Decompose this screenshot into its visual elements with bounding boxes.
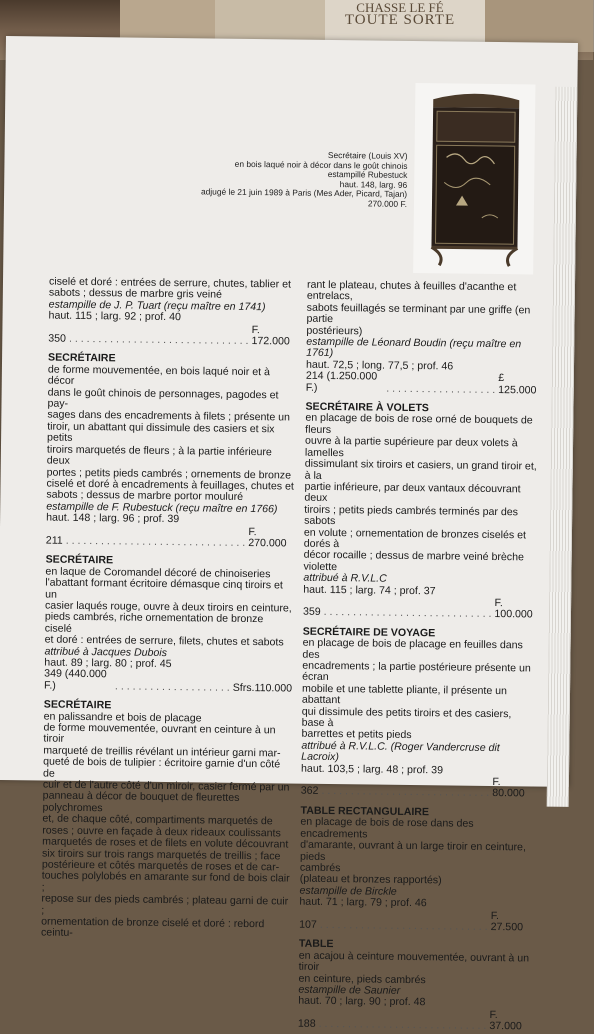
entry-line: en placage de bois de rose orné de bouquets de fleurs — [305, 412, 533, 436]
caption-line: estampillé Rubestuck — [327, 169, 408, 181]
entry-stamp: estampille de Saunier — [298, 983, 401, 997]
entry-line: l'abattant formant écritoire démasque cinq tiroirs et un — [45, 576, 283, 601]
entry-line: de forme mouvementée, ouvrant en ceinture à un tiroir — [43, 721, 276, 746]
spine-line: CHASSE LE FÉ — [356, 0, 444, 15]
entry-line: partie inférieure, par deux vantaux découvrant deux — [304, 480, 521, 505]
entry-line: mobile et une tablette pliante, il présente un abattant — [301, 682, 508, 707]
catalog-entry — [299, 806, 536, 934]
entry-stamp: estampille de J. P. Tuart (reçu maître en 1741) — [48, 298, 266, 314]
lot-number: 107 — [299, 918, 317, 931]
entry-line: touches polylobés en amarante sur fond de bois clair ; — [41, 869, 290, 894]
entry-line: en ceinture, pieds cambrés — [298, 972, 426, 986]
entry-line: queté de bois de tulipier : écritoire garnie d'un côté de — [42, 755, 281, 780]
price: £ 125.000 — [498, 372, 537, 397]
entry-line: tiroirs marquetés de fleurs ; à la partie inférieure deux — [46, 443, 272, 467]
secretaire-photo — [413, 83, 535, 274]
entry-line: et doré : entrées de serrure, filets, chutes et sabots — [44, 633, 284, 649]
entry-line: six tiroirs sur trois rangs marquetés de treillis ; face — [41, 847, 281, 862]
entry-line: pieds cambrés, riche ornementation de bronze ciselé — [44, 610, 264, 635]
price: F. 80.000 — [492, 776, 525, 800]
entry-price-row — [303, 596, 538, 622]
entry-line: casier laqués rouge, ouvre à deux tiroirs en ceinture, — [44, 599, 292, 615]
entry-line: postérieurs) — [306, 324, 363, 338]
entry-line: dissimulant six tiroirs et casiers, un grand tiroir et, à la — [304, 457, 537, 482]
catalog-entry — [298, 939, 534, 1033]
entry-title: SECRÉTAIRE — [45, 553, 114, 567]
lot-number: 349 (440.000 F.) — [43, 667, 107, 692]
entry-line: portes ; petits pieds cambrés ; ornements de bronze — [46, 466, 292, 482]
lot-number: 188 — [297, 1017, 316, 1031]
entry-title: SECRÉTAIRE — [43, 698, 112, 712]
right-column — [298, 280, 542, 1033]
entry-dimensions: haut. 70 ; larg. 90 ; prof. 48 — [298, 995, 426, 1009]
entry-line: rant le plateau, chutes à feuilles d'acanthe et entrelacs, — [306, 278, 517, 303]
catalog-entry — [48, 277, 297, 348]
price: Sfrs.110.000 — [232, 681, 293, 695]
entry-dimensions: haut. 71 ; larg. 79 ; prof. 46 — [299, 895, 427, 910]
leader-dots: . . . . . . . . . . . . . . . . . . . . . . . . . . . . . . . — [68, 332, 249, 348]
leader-dots: . . . . . . . . . . . . . . . . . . . — [386, 382, 496, 396]
caption-line: 270.000 F. — [367, 198, 408, 209]
entry-line: cuir et de l'autre côté d'un miroir, casier fermé par un — [42, 778, 290, 794]
lot-number: 211 — [45, 534, 63, 547]
entry-line: d'amarante, ouvrant à un large tiroir en ceinture, pieds — [299, 838, 526, 863]
leader-dots: . . . . . . . . . . . . . . . . . . . . . . . . . . . . . — [319, 918, 488, 933]
entry-stamp: attribué à R.V.L.C. (Roger Vandercruse dit Lacroix) — [301, 739, 500, 764]
price: F. 270.000 — [248, 525, 287, 550]
entry-line: sabots ; dessus de marbre portor mouluré — [46, 488, 244, 504]
entry-line: qui dissimule des petits tiroirs et des casiers, base à — [301, 705, 512, 730]
caption-line: adjugé le 21 juin 1989 à Paris (Mes Ader, Picard, Tajan) — [200, 186, 408, 200]
cabinet-image — [425, 87, 525, 268]
entry-line: tiroir, un abattant qui dissimule des casiers et six petits — [47, 420, 275, 445]
entry-title: TABLE RECTANGULAIRE — [300, 804, 430, 819]
entry-line: en palissandre et bois de placage — [43, 710, 202, 725]
entry-title: SECRÉTAIRE — [47, 351, 116, 365]
entry-dimensions: haut. 89 ; larg. 80 ; prof. 45 — [44, 656, 172, 671]
entry-line: ouvre à la partie supérieure par deux volets à lamelles — [304, 434, 518, 459]
entry-dimensions: haut. 72,5 ; long. 77,5 ; prof. 46 — [305, 358, 454, 373]
lot-number: 362 — [300, 785, 319, 798]
book-spine-text — [340, 2, 460, 26]
entry-line: postérieure et côtés marquetés de roses et de car- — [41, 858, 280, 874]
leader-dots: . . . . . . . . . . . . . . . . . . . . . . . . . . . . . — [318, 1018, 487, 1033]
entry-price-row — [301, 775, 536, 801]
entry-stamp: attribué à R.V.L.C — [303, 571, 387, 585]
entry-line: marqueté de treillis révélant un intérieur garni mar- — [43, 744, 281, 760]
entry-stamp: estampille de Birckle — [299, 884, 397, 898]
entry-price-row — [299, 908, 534, 934]
entry-stamp: attribué à Jacques Dubois — [44, 645, 168, 659]
lot-number: 214 (1.250.000 F.) — [305, 369, 378, 394]
entry-line: dans le goût chinois de personnages, pagodes et pay- — [47, 386, 279, 410]
entry-line: décor rocaille ; dessus de marbre veiné brèche violette — [303, 549, 524, 573]
lot-number: 359 — [302, 606, 321, 619]
entry-line: ciselé et doré à encadrements à feuillages, chutes et — [46, 477, 294, 493]
entry-dimensions: haut. 115 ; larg. 74 ; prof. 37 — [303, 583, 436, 597]
entry-line: en placage de bois de rose dans des encadrements — [300, 815, 474, 841]
entry-line: en volute ; ornementation de bronzes ciselés et dorés à — [303, 526, 527, 551]
leader-dots: . . . . . . . . . . . . . . . . . . . . . . . . . . . . . — [323, 606, 492, 621]
leader-dots: . . . . . . . . . . . . . . . . . . . . . . . . . . . . . — [321, 785, 490, 800]
entry-line: panneau à décor de bouquet de fleurettes polychromes — [42, 789, 240, 815]
entry-line: tiroirs ; petits pieds cambrés terminés par des sabots — [304, 503, 519, 528]
spine-line: TOUTE SORTE — [344, 12, 456, 28]
entry-price-row — [306, 371, 541, 397]
entry-price-row — [48, 322, 296, 348]
entry-line: repose sur des pieds cambrés ; plateau garni de cuir ; — [41, 892, 289, 917]
price: F. 37.000 — [489, 1008, 522, 1033]
entry-line: barrettes et petits pieds — [301, 728, 412, 742]
caption-line: haut. 148, larg. 96 — [339, 178, 408, 190]
entry-line: (plateau et bronzes rapportés) — [299, 872, 442, 887]
photo-caption — [182, 149, 408, 209]
entry-line: sages dans des encadrements à filets ; présente un — [47, 409, 291, 424]
entry-dimensions: haut. 148 ; larg. 96 ; prof. 39 — [46, 511, 180, 526]
entry-stamp: estampille de F. Rubestuck (reçu maître en 1766) — [46, 500, 278, 516]
price: F. 100.000 — [494, 596, 533, 621]
page-edge — [547, 87, 578, 807]
left-column — [41, 277, 297, 943]
caption-line: en bois laqué noir à décor dans le goût chinois — [234, 158, 408, 171]
catalog-entry — [44, 555, 294, 695]
entry-line: ornementation de bronze ciselé et doré : rebord ceintu- — [40, 915, 265, 940]
entry-price-row — [44, 669, 292, 695]
entry-stamp: estampille de Léonard Boudin (reçu maître en 1761) — [306, 335, 522, 360]
entry-dimensions: haut. 115 ; larg. 92 ; prof. 40 — [48, 309, 181, 324]
entry-dimensions: haut. 103,5 ; larg. 48 ; prof. 39 — [301, 762, 444, 777]
entry-line: et, de chaque côté, compartiments marquetés de — [42, 812, 273, 828]
entry-price-row — [46, 524, 294, 550]
price: F. 172.000 — [251, 323, 290, 348]
entry-title: SECRÉTAIRE DE VOYAGE — [302, 625, 436, 640]
entry-line: en acajou à ceinture mouvementée, ouvrant à un tiroir — [298, 949, 530, 974]
entry-line: cambrés — [299, 861, 341, 875]
leader-dots: . . . . . . . . . . . . . . . . . . . . — [114, 680, 230, 694]
catalog-entry — [301, 626, 538, 800]
entry-line: en placage de bois de placage en feuilles dans des — [302, 636, 523, 661]
entry-title: SECRÉTAIRE À VOLETS — [305, 400, 429, 415]
entry-line: ciselé et doré : entrées de serrure, chutes, tablier et — [48, 275, 292, 291]
caption-line: Secrétaire (Louis XV) — [327, 149, 408, 161]
entry-line: encadrements ; la partie postérieure présente un écran — [302, 659, 531, 684]
entry-line: roses ; ouvre en façade à deux rideaux coulissants — [42, 824, 281, 840]
price: F. 27.500 — [490, 909, 524, 934]
entry-title: TABLE — [298, 937, 334, 951]
catalog-entry — [306, 280, 542, 397]
entry-line: sabots feuillagés se terminant par une griffe (en partie — [306, 301, 531, 326]
entry-line: marquetés de roses et de filets en volute découvrant — [42, 835, 289, 851]
lot-number: 350 — [48, 332, 67, 345]
catalog-entry — [41, 700, 292, 943]
catalog-entry — [303, 402, 541, 622]
catalog-entry — [46, 353, 296, 550]
entry-price-row — [298, 1007, 533, 1033]
entry-line: sabots ; dessus de marbre gris veiné — [48, 286, 223, 302]
leader-dots: . . . . . . . . . . . . . . . . . . . . . . . . . . . . . . . — [65, 534, 246, 549]
entry-line: en laque de Coromandel décoré de chinoiseries — [45, 565, 271, 581]
catalog-page — [0, 36, 578, 1033]
entry-line: de forme mouvementée, en bois laqué noir et à décor — [47, 363, 271, 388]
